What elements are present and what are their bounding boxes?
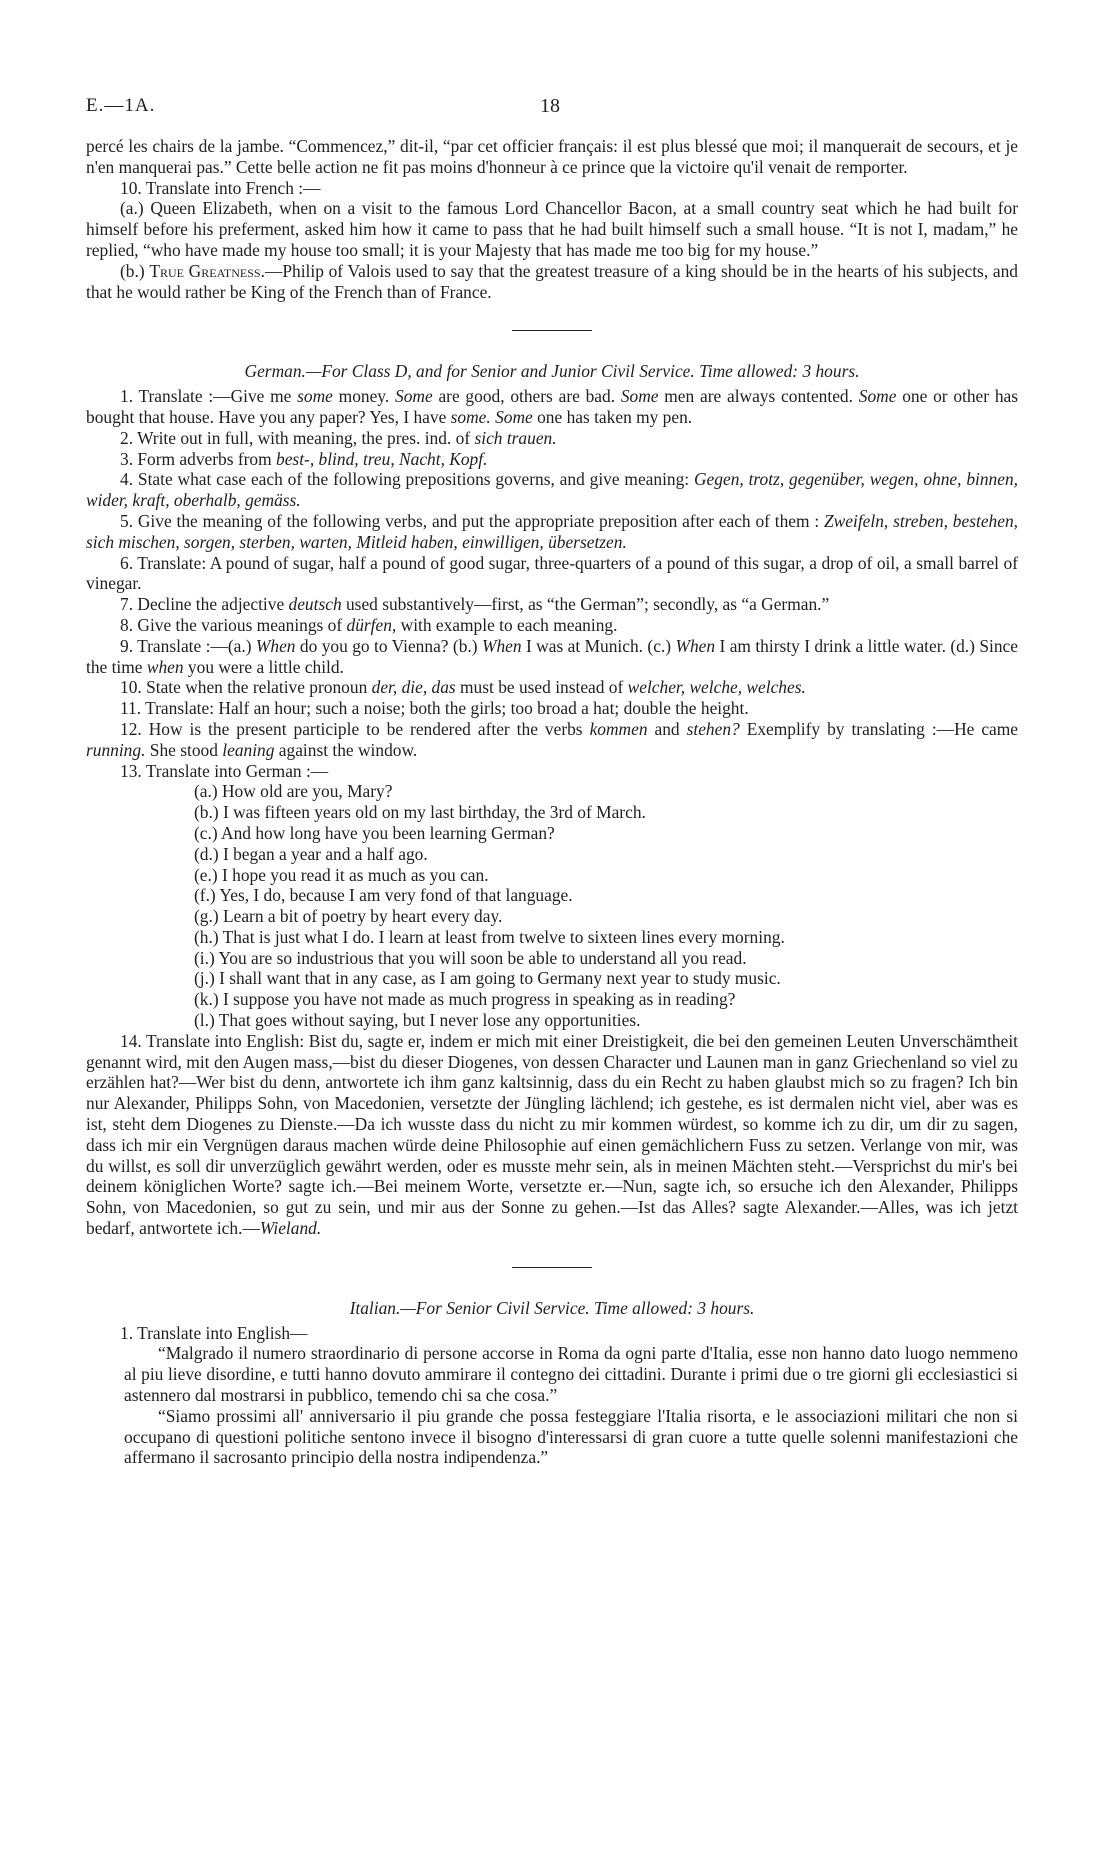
german-question-13-list bbox=[86, 781, 1018, 1031]
list-item: (l.) That goes without saying, but I never lose any opportunities. bbox=[194, 1010, 641, 1031]
list-item: (d.) I began a year and a half ago. bbox=[194, 843, 428, 864]
italian-passage-2: “Siamo prossimi all' anniversario il piu grande che possa festeggiare l'Italia risorta, e le associazioni militari che non si occupano di questioni politiche sentono invece il bisogno d'interessarsi di gran cuore a tutte quelle solenni manifestazioni che affermano il sacrosanto principio della nostra indipendenza.” bbox=[124, 1405, 1018, 1468]
german-question-12: 12. How is the present participle to be rendered after the verbs kommen and stehen? Exemplify by translating :—He came running. She stood leaning against the window. bbox=[86, 718, 1019, 760]
list-item: (c.) And how long have you been learning German? bbox=[194, 822, 555, 843]
section-divider bbox=[512, 330, 592, 331]
french-question-10a: (a.) Queen Elizabeth, when on a visit to the famous Lord Chancellor Bacon, at a small country seat which he had built for himself before his preferment, asked him how it came to pass that he had built himself such a small house. “It is not I, madam,” he replied, “who have made my house too small; it is your Majesty that has made me too big for my house.” bbox=[86, 198, 1018, 260]
french-section bbox=[86, 136, 1018, 302]
italian-section bbox=[86, 1298, 1018, 1468]
italian-section-title: Italian.—For Senior Civil Service. Time allowed: 3 hours. bbox=[349, 1297, 755, 1318]
german-question-7: 7. Decline the adjective deutsch used substantively—first, as “the German”; secondly, as “a German.” bbox=[120, 594, 830, 615]
french-question-10: 10. Translate into French :— bbox=[120, 177, 321, 198]
list-item: (k.) I suppose you have not made as much progress in speaking as in reading? bbox=[194, 989, 736, 1010]
german-question-10: 10. State when the relative pronoun der, die, das must be used instead of welcher, welche, welches. bbox=[120, 677, 806, 698]
page-number: 18 bbox=[540, 95, 560, 117]
page-header bbox=[86, 96, 1018, 136]
german-question-2: 2. Write out in full, with meaning, the pres. ind. of sich trauen. bbox=[120, 427, 557, 448]
list-item: (i.) You are so industrious that you will soon be able to understand all you read. bbox=[194, 947, 747, 968]
list-item: (f.) Yes, I do, because I am very fond of that language. bbox=[194, 885, 573, 906]
section-divider bbox=[512, 1267, 592, 1268]
true-greatness-heading: True Greatness bbox=[149, 260, 261, 281]
german-question-14: 14. Translate into English: Bist du, sagte er, indem er mich mit einer Dreistigkeit, die bei den gemeinen Leuten Unverschämtheit genannt wird, mit den Augen mass,—bist du dieser Diogenes, von dessen Character und Launen man in ganz Griechenland so viel zu erzählen hat?—Wer bist du denn, antwortete ich ihm ganz kaltsinnig, dass du ein Recht zu haben glaubst mich so zu fragen? Ich bin nur Alexander, Philipps Sohn, von Macedonien, versetzte der Jüngling lächlend; ich gestehe, es ist dermalen nicht viel, aber was es ist, steht dem Diogenes zu Dienste.—Da ich wusste dass du nicht zu mir kommen würdest, so komme ich zu dir, um dir zu sagen, dass ich mir ein Vergnügen daraus machen würde deine Philosophie auf einen gemächlichern Fuss zu setzen. Verlange von mir, was du willst, es soll dir unverzüglich gewährt werden, oder es musste mehr sein, als in meinen Mächten steht.—Versprichst du mir's bei deinem königlichen Worte? sagte ich.—Bei meinem Worte, versetzte er.—Nun, sagte ich, so ersuche ich den Alexander, Philipps Sohn, von Macedonien, so gut zu sein, und mir aus der Sonne zu gehen.—Ist das Alles? sagte Alexander.—Alles, was ich jetzt bedarf, antwortete ich.—Wieland. bbox=[86, 1030, 1018, 1239]
german-question-8: 8. Give the various meanings of dürfen, with example to each meaning. bbox=[120, 614, 618, 635]
french-carry-over: percé les chairs de la jambe. “Commencez,” dit-il, “par cet officier français: il est plus blessé que moi; il manquerait de secours, et je n'en manquerai pas.” Cette belle action ne fit pas moins d'honneur à ce prince que la victoire qu'il venait de remporter. bbox=[86, 136, 1018, 177]
german-question-6: 6. Translate: A pound of sugar, half a pound of good sugar, three-quarters of a pound of this sugar, a drop of oil, a small barrel of vinegar. bbox=[86, 552, 1018, 594]
german-question-9: 9. Translate :—(a.) When do you go to Vienna? (b.) When I was at Munich. (c.) When I am thirsty I drink a little water. (d.) Since the time when you were a little child. bbox=[86, 635, 1018, 677]
list-item: (g.) Learn a bit of poetry by heart every day. bbox=[194, 906, 503, 927]
german-question-13: 13. Translate into German :— bbox=[120, 760, 329, 781]
list-item: (a.) How old are you, Mary? bbox=[194, 781, 393, 802]
list-item: (e.) I hope you read it as much as you can. bbox=[194, 864, 489, 885]
document-reference: E.—1A. bbox=[86, 95, 156, 116]
list-item: (j.) I shall want that in any case, as I am going to Germany next year to study music. bbox=[194, 968, 781, 989]
german-question-4: 4. State what case each of the following prepositions governs, and give meaning: Gegen, trotz, gegenüber, wegen, ohne, binnen, wider, kraft, oberhalb, gemäss. bbox=[86, 469, 1019, 511]
german-question-3: 3. Form adverbs from best-, blind, treu, Nacht, Kopf. bbox=[120, 448, 488, 469]
list-item: (h.) That is just what I do. I learn at least from twelve to sixteen lines every morning. bbox=[194, 926, 785, 947]
german-question-11: 11. Translate: Half an hour; such a noise; both the girls; too broad a hat; double the height. bbox=[120, 698, 749, 719]
list-item: (b.) I was fifteen years old on my last birthday, the 3rd of March. bbox=[194, 802, 646, 823]
italian-passage-1: “Malgrado il numero straordinario di persone accorse in Roma da ogni parte d'Italia, esse non hanno dato luogo nemmeno al piu lieve disordine, e tutti hanno dovuto ammirare il contegno dei cittadini. Durante i primi due o tre giorni gli ecclesiastici si astennero dal mostrarsi in pubblico, temendo chi sa che cosa.” bbox=[124, 1343, 1018, 1406]
german-question-5: 5. Give the meaning of the following verbs, and put the appropriate preposition after each of them : Zweifeln, streben, bestehen, sich mischen, sorgen, sterben, warten, Mitleid haben, einwilligen, übersetzen. bbox=[86, 510, 1018, 552]
german-question-1: 1. Translate :—Give me some money. Some are good, others are bad. Some men are always contented. Some one or other has bought that house. Have you any paper? Yes, I have some. Some one has taken my pen. bbox=[86, 386, 1018, 427]
italian-question-1: 1. Translate into English— bbox=[120, 1322, 308, 1343]
french-question-10b: (b.) True Greatness.—Philip of Valois used to say that the greatest treasure of a king should be in the hearts of his subjects, and that he would rather be King of the French than of France. bbox=[86, 260, 1018, 302]
german-section bbox=[86, 361, 1018, 1238]
german-section-title: German.—For Class D, and for Senior and Junior Civil Service. Time allowed: 3 hours. bbox=[244, 361, 860, 382]
